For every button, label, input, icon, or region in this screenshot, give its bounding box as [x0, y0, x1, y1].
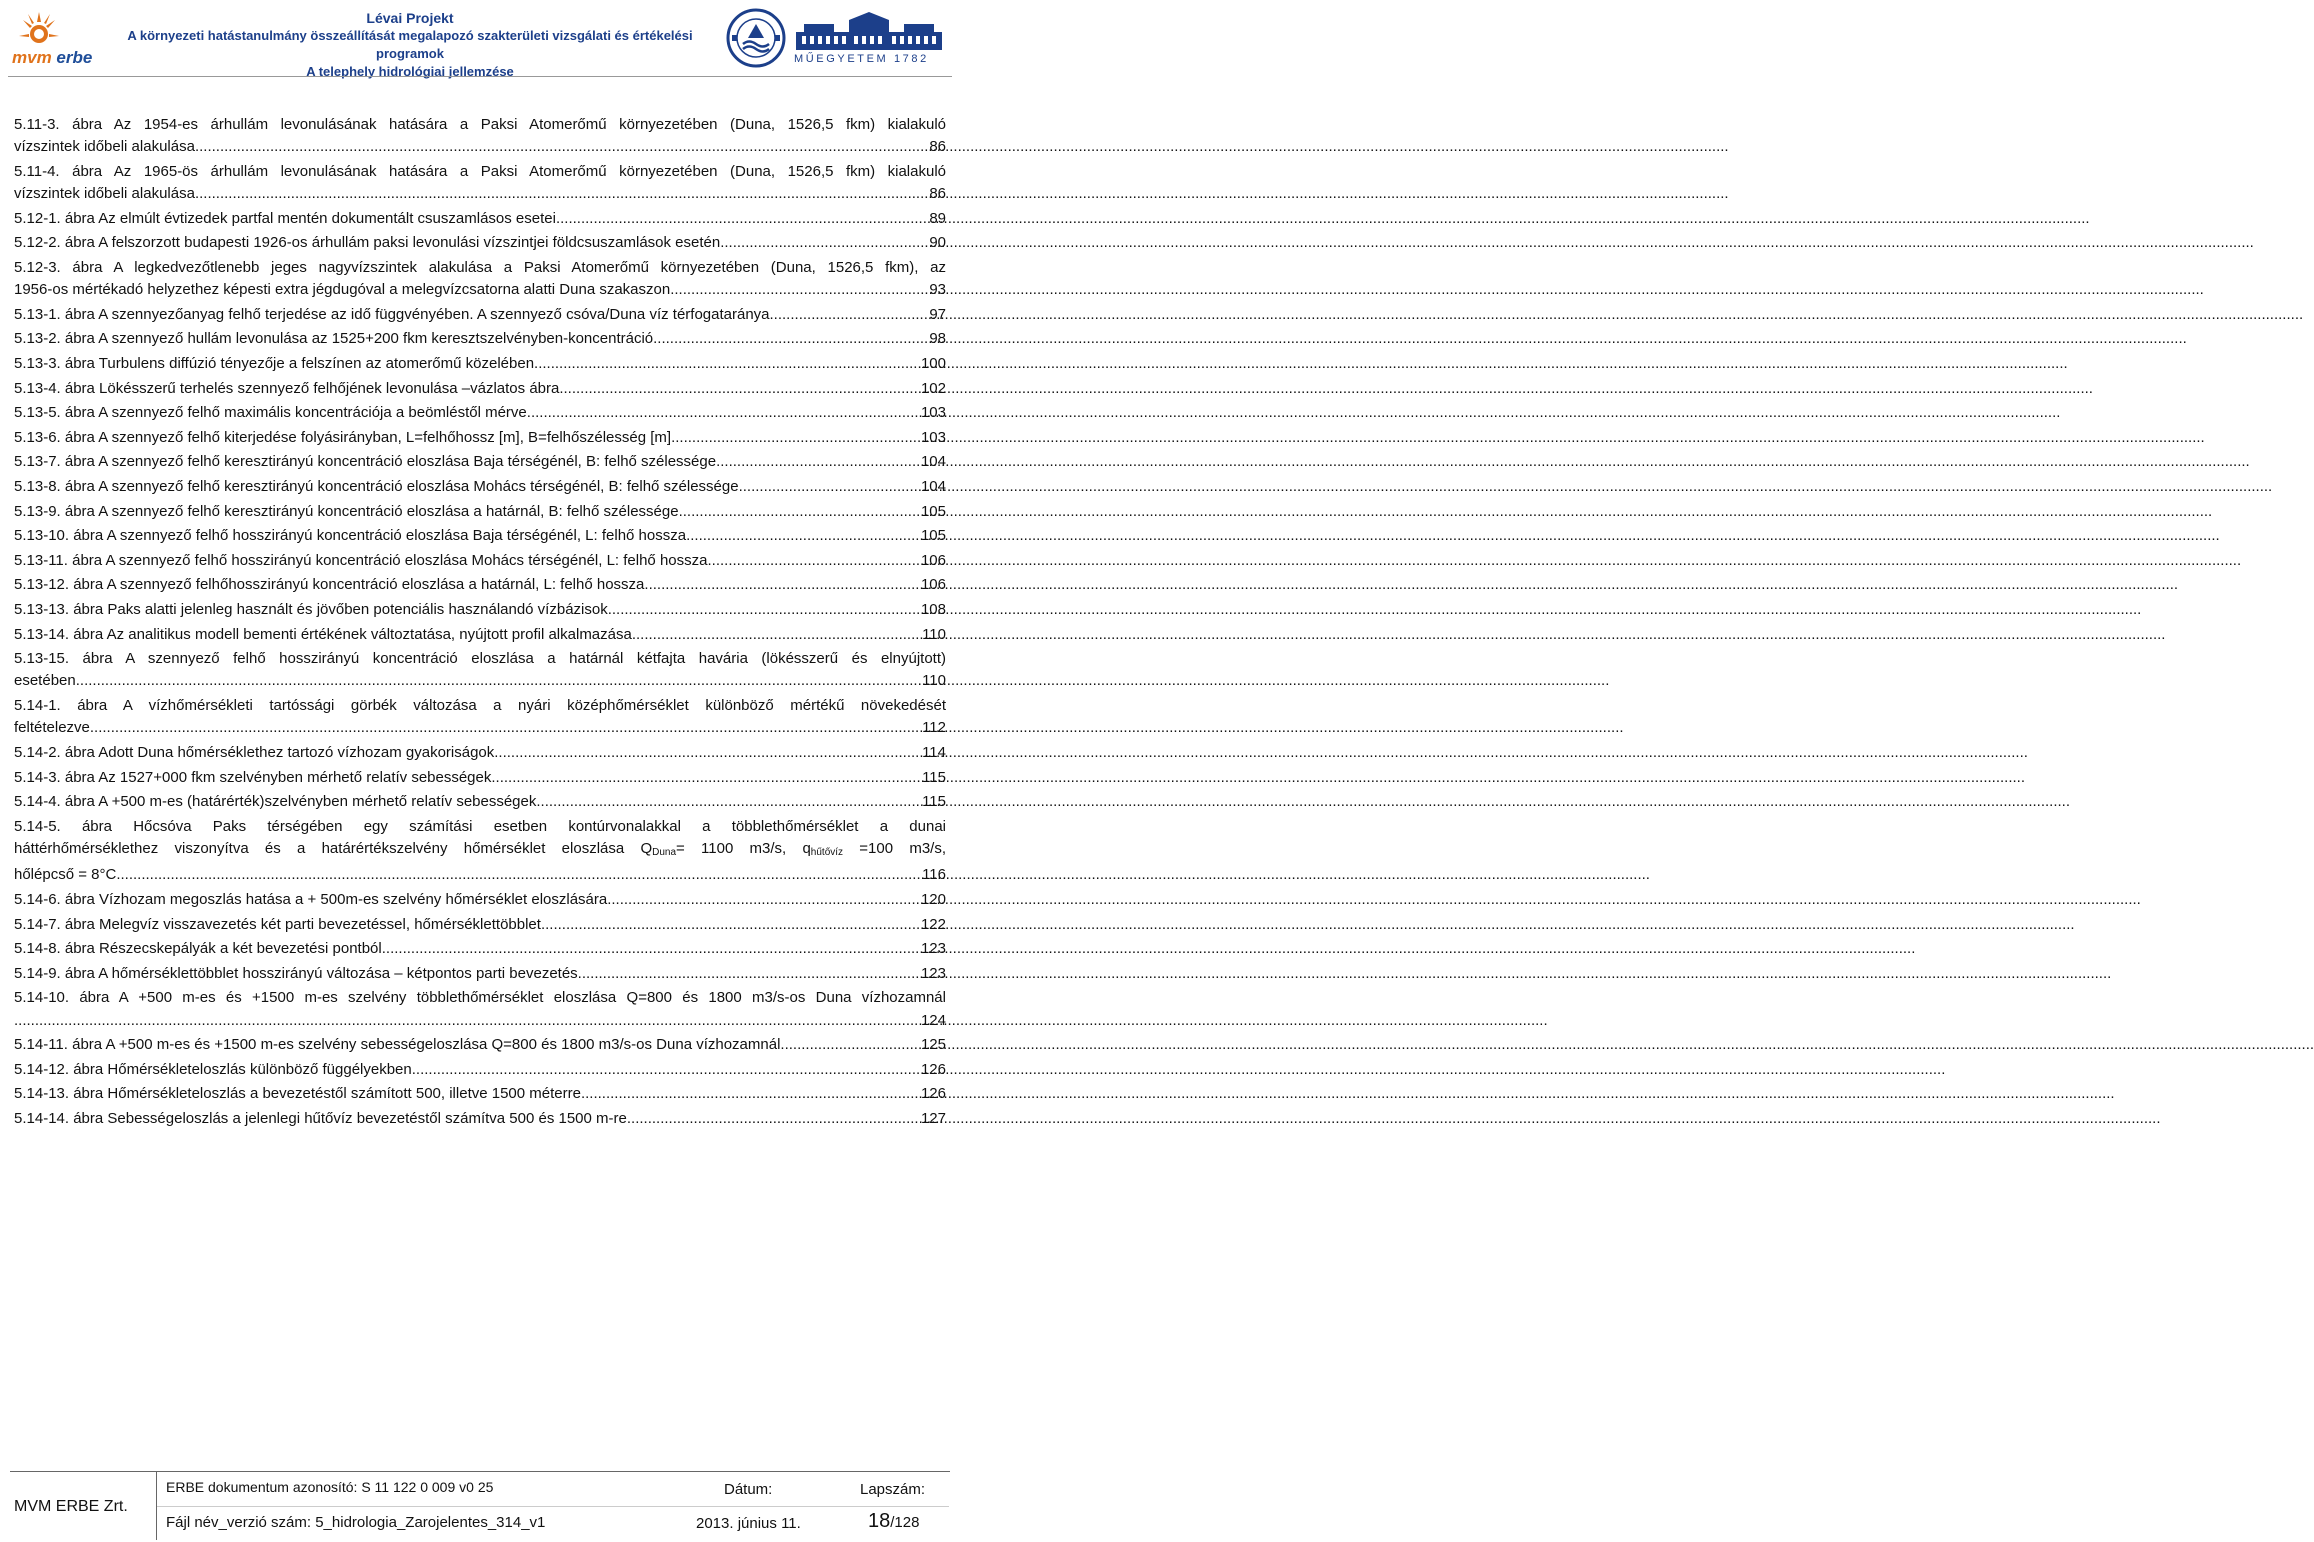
toc-entry-label: feltételezve: [14, 719, 90, 737]
dot-leader: [412, 1059, 919, 1081]
toc-page-number: 123: [920, 940, 946, 958]
page-total: /128: [890, 1514, 920, 1531]
toc-entry[interactable]: [14, 791, 946, 813]
toc-entry[interactable]: [14, 599, 946, 621]
toc-entry-label: esetében: [14, 672, 76, 690]
dot-leader: [527, 402, 919, 424]
toc-entry-line: 5.11-3. ábra Az 1954-es árhullám levonulásának hatására a Paksi Atomerőmű környezetében (Duna, 1526,5 fkm) kialakuló: [14, 116, 946, 133]
toc-entry[interactable]: [14, 1034, 946, 1056]
toc-page-number: 120: [920, 890, 946, 908]
toc-entry-label: 5.14-2. ábra Adott Duna hőmérséklethez tartozó vízhozam gyakoriságok: [14, 743, 495, 761]
toc-page-number: 123: [920, 964, 946, 982]
toc-page-number: 124: [920, 1011, 946, 1029]
toc-page-number: 126: [920, 1085, 946, 1103]
brand-wordmark: mvm erbe: [12, 48, 93, 67]
toc-entry-label: 5.14-6. ábra Vízhozam megoszlás hatása a + 500m-es szelvény hőmérséklet eloszlására: [14, 890, 608, 908]
toc-entry[interactable]: [14, 695, 946, 740]
toc-page-number: 98: [929, 330, 946, 348]
toc-entry-label: 5.13-11. ábra A szennyező felhő hosszirányú koncentráció eloszlása Mohács térségénél, L: felhő hossza: [14, 551, 708, 569]
toc-entry-label: 5.13-6. ábra A szennyező felhő kiterjedése folyásirányban, L=felhőhossz [m], B=felhőszélesség [m]: [14, 428, 672, 446]
toc-page-number: 89: [929, 209, 946, 227]
footer-page-label: Lapszám:: [860, 1481, 926, 1498]
toc-entry[interactable]: [14, 232, 946, 254]
dot-leader: [382, 938, 919, 960]
dot-leader: [770, 304, 928, 326]
page-header: [0, 0, 960, 79]
toc-page-number: 122: [920, 915, 946, 933]
toc-entry[interactable]: [14, 624, 946, 646]
bme-vituki-logo: [726, 8, 948, 70]
dot-leader: [581, 1083, 919, 1105]
toc-page-number: 127: [920, 1109, 946, 1127]
dot-leader: [541, 914, 919, 936]
toc-entry-label: 5.14-14. ábra Sebességeloszlás a jelenlegi hűtővíz bevezetéstől számítva 500 és 1500 m-re: [14, 1109, 627, 1127]
toc-page-number: 106: [920, 551, 946, 569]
toc-entry[interactable]: [14, 1059, 946, 1081]
page-current: 18: [868, 1510, 891, 1532]
dot-leader: [76, 670, 920, 692]
vituki-seal-icon: [726, 8, 786, 68]
toc-entry[interactable]: [14, 328, 946, 350]
toc-entry[interactable]: [14, 114, 946, 159]
toc-page-number: 105: [920, 527, 946, 545]
footer-date-value: 2013. június 11.: [696, 1515, 801, 1532]
dot-leader: [720, 232, 927, 254]
dot-leader: [686, 525, 919, 547]
toc-entry-label: 5.14-12. ábra Hőmérsékleteloszlás különböző függélyekben: [14, 1060, 412, 1078]
toc-entry-label: 5.13-7. ábra A szennyező felhő keresztirányú koncentráció eloszlása Baja térségénél, B: felhő szélessége: [14, 453, 717, 471]
toc-entry-label: vízszintek időbeli alakulása: [14, 185, 195, 203]
toc-entry[interactable]: [14, 889, 946, 911]
toc-entry-label: 5.14-11. ábra A +500 m-es és +1500 m-es szelvény sebességeloszlása Q=800 és 1800 m3/s-os Duna vízhozamnál: [14, 1036, 781, 1054]
toc-page-number: 90: [929, 234, 946, 252]
toc-entry[interactable]: [14, 550, 946, 572]
toc-entry[interactable]: [14, 1108, 946, 1130]
toc-entry[interactable]: [14, 402, 946, 424]
dot-leader: [780, 1034, 919, 1056]
toc-entry-label: 5.14-7. ábra Melegvíz visszavezetés két parti bevezetéssel, hőmérséklettöbblet: [14, 915, 541, 933]
toc-entry-label: 5.14-3. ábra Az 1527+000 fkm szelvényben mérhető relatív sebességek: [14, 768, 492, 786]
dot-leader: [716, 451, 919, 473]
toc-page-number: 97: [929, 305, 946, 323]
toc-entry[interactable]: [14, 476, 946, 498]
toc-page-number: 125: [920, 1036, 946, 1054]
dot-leader: [578, 963, 919, 985]
dot-leader: [556, 208, 927, 230]
toc-page-number: 126: [920, 1060, 946, 1078]
toc-entry-label: 5.14-8. ábra Részecskepályák a két bevezetési pontból: [14, 940, 382, 958]
toc-entry-line: 5.11-4. ábra Az 1965-ös árhullám levonulásának hatására a Paksi Atomerőmű környezetében (Duna, 1526,5 fkm) kialakuló: [14, 162, 946, 180]
project-title: Lévai Projekt: [366, 10, 454, 26]
toc-entry[interactable]: [14, 963, 946, 985]
toc-entry-label: hőlépcső = 8°C: [14, 866, 117, 884]
dot-leader: [653, 328, 927, 350]
toc-entry[interactable]: [14, 1083, 946, 1105]
dot-leader: [90, 717, 920, 739]
footer-row-divider: [157, 1506, 949, 1507]
project-subtitle: A környezeti hatástanulmány összeállítását megalapozó szakterületi vizsgálati és értékelési programok: [127, 28, 693, 61]
toc-page-number: 93: [929, 281, 946, 299]
header-divider: [8, 76, 952, 77]
page-footer: [10, 1471, 950, 1542]
toc-entry-line: 5.14-10. ábra A +500 m-es és +1500 m-es szelvény többlethőmérséklet eloszlása Q=800 és 1800 m3/s-os Duna vízhozamnál: [14, 989, 946, 1007]
toc-entry[interactable]: [14, 816, 946, 887]
footer-date-label: Dátum:: [724, 1481, 773, 1498]
footer-company: MVM ERBE Zrt.: [14, 1498, 128, 1515]
dot-leader: [627, 1108, 919, 1130]
toc-entry[interactable]: [14, 378, 946, 400]
toc-entry-label: 5.13-2. ábra A szennyező hullám levonulása az 1525+200 fkm keresztszelvényben-koncentráció: [14, 330, 654, 348]
toc-entry[interactable]: [14, 353, 946, 375]
toc-entry-line: 5.14-5. ábra Hőcsóva Paks térségében egy számítási esetben kontúrvonalakkal a többlethőmérséklet a dunai: [14, 817, 946, 835]
toc-entry[interactable]: [14, 427, 946, 449]
dot-leader: [491, 767, 920, 789]
toc-entry[interactable]: [14, 525, 946, 547]
dot-leader: [534, 353, 919, 375]
toc-page-number: 104: [920, 478, 946, 496]
toc-entry[interactable]: [14, 208, 946, 230]
toc-entry[interactable]: [14, 257, 946, 302]
footer-document-id: ERBE dokumentum azonosító: S 11 122 0 009 v0 25: [166, 1479, 494, 1495]
toc-page-number: 102: [920, 379, 946, 397]
dot-leader: [494, 742, 920, 764]
toc-entry-label: 5.14-13. ábra Hőmérsékleteloszlás a bevezetéstől számított 500, illetve 1500 méterre: [14, 1085, 581, 1103]
toc-page-number: 108: [920, 600, 946, 618]
university-building-icon: [794, 12, 944, 52]
dot-leader: [670, 279, 927, 301]
toc-entry[interactable]: [14, 304, 946, 326]
toc-page-number: 103: [920, 404, 946, 422]
toc-entry-label: 5.13-14. ábra Az analitikus modell bementi értékének változtatása, nyújtott profil alkalmazása: [14, 625, 632, 643]
footer-file-name: Fájl név_verzió szám: 5_hidrologia_Zarojelentes_314_v1: [166, 1514, 546, 1531]
toc-entry-label: 5.13-9. ábra A szennyező felhő keresztirányú koncentráció eloszlása a határnál, B: felhő szélessége: [14, 502, 679, 520]
toc-entry[interactable]: [14, 161, 946, 206]
toc-entry[interactable]: [14, 574, 946, 596]
dot-leader: [679, 501, 919, 523]
dot-leader: [707, 550, 918, 572]
toc-entry[interactable]: [14, 914, 946, 936]
toc-page-number: 110: [922, 625, 946, 643]
list-of-figures: [14, 114, 946, 1133]
toc-entry-label: 5.14-4. ábra A +500 m-es (határérték)szelvényben mérhető relatív sebességek: [14, 793, 537, 811]
toc-entry-line: 5.13-15. ábra A szennyező felhő hosszirányú koncentráció eloszlása a határnál kétfajta havária (lökésszerű és elnyújtott): [14, 650, 946, 668]
dot-leader: [671, 427, 919, 449]
toc-entry-label: 5.13-5. ábra A szennyező felhő maximális koncentrációja a beömléstől mérve: [14, 404, 527, 422]
header-titles: [98, 9, 722, 81]
dot-leader: [14, 1010, 919, 1032]
toc-entry-label: 5.13-4. ábra Lökésszerű terhelés szennyező felhőjének levonulása –vázlatos ábra: [14, 379, 560, 397]
toc-page-number: 116: [922, 866, 946, 884]
toc-entry[interactable]: [14, 987, 946, 1032]
toc-entry[interactable]: [14, 501, 946, 523]
toc-page-number: 112: [922, 719, 946, 737]
toc-page-number: 115: [922, 793, 946, 811]
toc-entry[interactable]: [14, 767, 946, 789]
toc-entry-label: 5.13-3. ábra Turbulens diffúzió tényezője a felszínen az atomerőmű közelében: [14, 355, 535, 373]
toc-entry[interactable]: [14, 742, 946, 764]
toc-entry-line: 5.14-1. ábra A vízhőmérsékleti tartóssági görbék változása a nyári középhőmérséklet különböző mértékű növekedését: [14, 697, 946, 715]
toc-page-number: 86: [929, 138, 946, 156]
toc-entry[interactable]: [14, 451, 946, 473]
dot-leader: [739, 476, 919, 498]
toc-page-number: 105: [920, 502, 946, 520]
toc-page-number: 100: [920, 355, 946, 373]
toc-entry-label: vízszintek időbeli alakulása: [14, 138, 195, 156]
dot-leader: [195, 136, 927, 158]
toc-entry[interactable]: [14, 648, 946, 693]
section-title: A telephely hidrológiai jellemzése: [306, 64, 514, 79]
dot-leader: [607, 889, 919, 911]
toc-entry-line: háttérhőmérséklethez viszonyítva és a határértékszelvény hőmérséklet eloszlása $Q_{Duna}= 1100$ m3/s, $q_{hűtővíz} =100$ m3/s,: [14, 840, 946, 859]
toc-entry-label: 5.14-9. ábra A hőmérséklettöbblet hosszirányú változása – kétpontos parti bevezetés: [14, 964, 578, 982]
dot-leader: [195, 183, 927, 205]
toc-entry-line: 5.12-3. ábra A legkedvezőtlenebb jeges nagyvízszintek alakulása a Paksi Atomerőmű környezetében (Duna, 1526,5 fkm), az: [14, 258, 946, 276]
toc-page-number: 115: [922, 768, 946, 786]
toc-entry-label: 1956-os mértékadó helyzethez képesti extra jégdugóval a melegvízcsatorna alatti Duna szakaszon: [14, 281, 671, 299]
toc-page-number: 86: [929, 185, 946, 203]
toc-page-number: 104: [920, 453, 946, 471]
toc-entry-label: 5.13-13. ábra Paks alatti jelenleg használt és jövőben potenciális használandó vízbázisok: [14, 600, 608, 618]
toc-entry-label: 5.13-1. ábra A szennyezőanyag felhő terjedése az idő függvényében. A szennyező csóva/Duna víz térfogataránya: [14, 305, 770, 323]
toc-page-number: 103: [920, 428, 946, 446]
dot-leader: [536, 791, 920, 813]
toc-entry[interactable]: [14, 938, 946, 960]
toc-entry-label: 5.12-1. ábra Az elmúlt évtizedek partfal mentén dokumentált csuszamlásos esetei: [14, 209, 556, 227]
footer-page-number: [868, 1510, 919, 1533]
toc-entry-label: 5.13-8. ábra A szennyező felhő keresztirányú koncentráció eloszlása Mohács térségénél, B: felhő szélessége: [14, 478, 739, 496]
university-motto: MŰEGYETEM 1782: [794, 53, 929, 65]
toc-entry-label: 5.12-2. ábra A felszorzott budapesti 1926-os árhullám paksi levonulási vízszintjei földcsuszamlások esetén: [14, 234, 721, 252]
toc-page-number: 110: [922, 672, 946, 690]
toc-page-number: 114: [922, 743, 946, 761]
mvm-erbe-logo: [12, 10, 94, 68]
toc-entry-label: 5.13-10. ábra A szennyező felhő hosszirányú koncentráció eloszlása Baja térségénél, L: felhő hossza: [14, 527, 687, 545]
toc-entry-label: 5.13-12. ábra A szennyező felhőhosszirányú koncentráció eloszlása a határnál, L: felhő hossza: [14, 576, 645, 594]
toc-page-number: 106: [920, 576, 946, 594]
dot-leader: [608, 599, 919, 621]
sun-icon: [18, 10, 60, 52]
dot-leader: [559, 378, 919, 400]
dot-leader: [116, 864, 920, 886]
dot-leader: [644, 574, 919, 596]
dot-leader: [632, 624, 920, 646]
